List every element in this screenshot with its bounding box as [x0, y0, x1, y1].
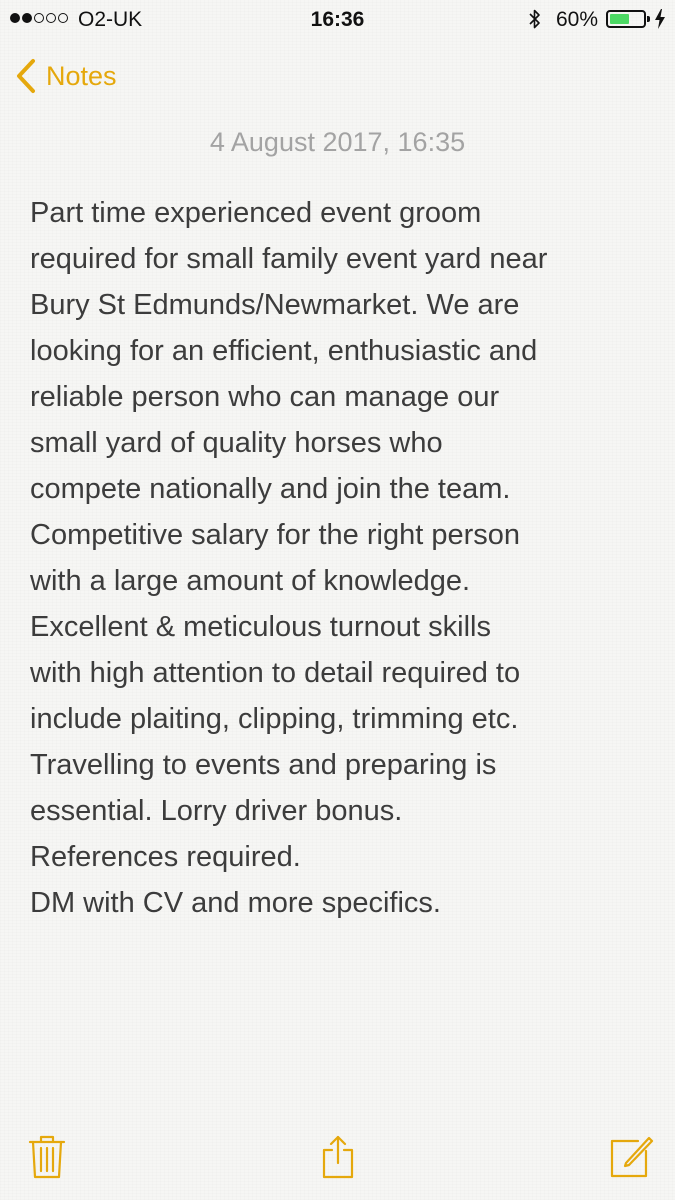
note-text-line: required for small family event yard near: [30, 243, 548, 275]
note-text-line: essential. Lorry driver bonus.: [30, 795, 403, 827]
note-text-line: Bury St Edmunds/Newmarket. We are: [30, 289, 520, 321]
note-text-line: Part time experienced event groom: [30, 197, 482, 229]
share-icon: [318, 1134, 358, 1180]
note-text-line: Travelling to events and preparing is: [30, 749, 497, 781]
note-text-line: reliable person who can manage our: [30, 381, 500, 413]
note-body[interactable]: [30, 190, 660, 926]
status-time: 16:36: [310, 8, 365, 31]
back-to-notes-button[interactable]: [16, 54, 117, 98]
battery-icon: [606, 10, 646, 28]
battery-percentage: 60%: [556, 8, 599, 31]
note-text-line: DM with CV and more specifics.: [30, 887, 441, 919]
note-text-line: looking for an efficient, enthusiastic and: [30, 335, 538, 367]
note-text-line: small yard of quality horses who: [30, 427, 443, 459]
note-text-line: Excellent & meticulous turnout skills: [30, 611, 491, 643]
note-text-line: compete nationally and join the team.: [30, 473, 511, 505]
share-note-button[interactable]: [313, 1132, 363, 1182]
note-text-line: with high attention to detail required to: [30, 657, 521, 689]
lightning-icon: [654, 9, 666, 29]
back-button-label: Notes: [46, 60, 117, 91]
trash-icon: [27, 1134, 67, 1180]
delete-note-button[interactable]: [22, 1132, 72, 1182]
note-date: 4 August 2017, 16:35: [209, 127, 466, 157]
compose-icon: [608, 1134, 654, 1180]
status-bar: [0, 0, 675, 38]
chevron-left-icon: [16, 58, 36, 94]
bluetooth-icon: [528, 8, 542, 30]
battery-level-fill: [610, 14, 629, 24]
compose-note-button[interactable]: [606, 1132, 656, 1182]
carrier-name: O2-UK: [78, 8, 143, 31]
note-text-line: References required.: [30, 841, 301, 873]
note-text-line: Competitive salary for the right person: [30, 519, 520, 551]
note-text-line: with a large amount of knowledge.: [30, 565, 471, 597]
note-text-line: include plaiting, clipping, trimming etc.: [30, 703, 519, 735]
